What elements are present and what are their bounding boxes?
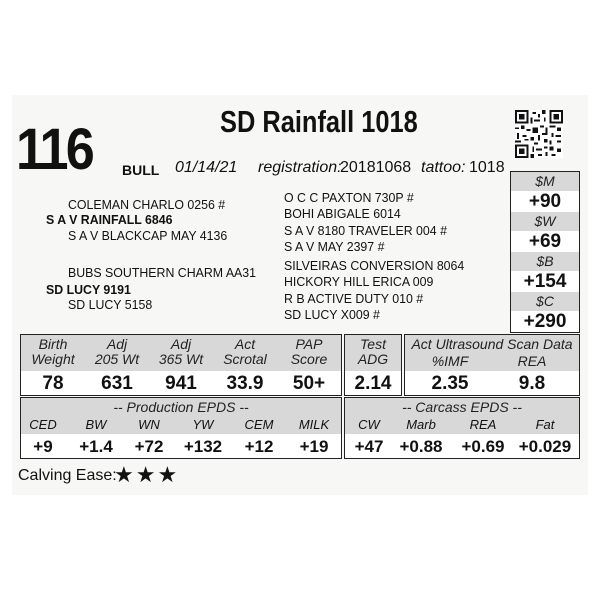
perf-header-adj-205: Adj 205 Wt xyxy=(94,336,140,367)
production-epds-table xyxy=(20,397,342,459)
perf-value-pap: 50+ xyxy=(292,373,326,394)
test-adg-header: Test ADG xyxy=(357,336,389,367)
epd-header-fat: Fat xyxy=(535,417,555,432)
index-label-c: $C xyxy=(536,293,554,309)
epd-header-cw: CW xyxy=(358,417,380,432)
perf-header-pap: PAP Score xyxy=(290,336,328,367)
pedigree-ggp-2: BOHI ABIGALE 6014 xyxy=(284,206,401,221)
pedigree-ggp-3: S A V 8180 TRAVELER 004 # xyxy=(284,223,447,238)
epd-header-cem: CEM xyxy=(244,417,274,432)
ultrasound-title: Act Ultrasound Scan Data xyxy=(411,336,573,352)
index-value-c: +290 xyxy=(523,311,567,332)
lot-number: 116 xyxy=(16,117,93,182)
index-label-m: $M xyxy=(535,173,555,189)
test-adg-value: 2.14 xyxy=(354,373,392,394)
perf-header-birth-weight: Birth Weight xyxy=(31,336,75,367)
registration-number: 20181068 xyxy=(340,159,412,176)
perf-header-scrotal: Act Scrotal xyxy=(223,336,267,367)
registration-label: registration: xyxy=(258,159,342,176)
index-value-m: +90 xyxy=(528,191,562,212)
pedigree-dam-of-dam: SD LUCY 5158 xyxy=(68,297,153,312)
index-value-w: +69 xyxy=(528,231,562,252)
calving-ease-label: Calving Ease: xyxy=(18,467,117,484)
birth-date: 01/14/21 xyxy=(175,159,238,176)
perf-value-birth-weight: 78 xyxy=(42,373,64,394)
epd-value-ced: +9 xyxy=(33,437,53,456)
pedigree-ggp-5: SILVEIRAS CONVERSION 8064 xyxy=(284,258,465,273)
pedigree-sire: S A V RAINFALL 6846 xyxy=(46,212,173,227)
tattoo-number: 1018 xyxy=(469,159,505,176)
epd-value-wn: +72 xyxy=(134,437,164,456)
epd-value-milk: +19 xyxy=(299,437,329,456)
production-epds-title: -- Production EPDS -- xyxy=(113,399,249,415)
pedigree-ggp-4: S A V MAY 2397 # xyxy=(284,239,385,254)
epd-header-yw: YW xyxy=(192,417,214,432)
sex: BULL xyxy=(122,162,160,178)
ultrasound-box xyxy=(404,334,580,396)
pedigree-ggp-8: SD LUCY X009 # xyxy=(284,307,380,322)
tattoo-label: tattoo: xyxy=(421,159,466,176)
epd-header-ced: CED xyxy=(29,417,57,432)
index-label-w: $W xyxy=(534,213,556,229)
epd-header-milk: MILK xyxy=(298,417,330,432)
index-value-b: +154 xyxy=(523,271,567,292)
perf-header-adj-365: Adj 365 Wt xyxy=(158,336,204,367)
ultrasound-header-imf: %IMF xyxy=(431,353,469,369)
animal-name: SD Rainfall 1018 xyxy=(220,104,418,139)
epd-value-cem: +12 xyxy=(244,437,274,456)
epd-value-marb: +0.88 xyxy=(399,437,443,456)
epd-header-rea: REA xyxy=(469,417,497,432)
pedigree-sire-of-sire: COLEMAN CHARLO 0256 # xyxy=(68,197,226,212)
index-panel xyxy=(510,171,580,333)
pedigree-ggp-1: O C C PAXTON 730P # xyxy=(284,190,414,205)
epd-header-wn: WN xyxy=(138,417,160,432)
index-label-b: $B xyxy=(536,253,554,269)
ultrasound-value-imf: 2.35 xyxy=(431,373,469,394)
epd-header-bw: BW xyxy=(85,417,107,432)
epd-header-marb: Marb xyxy=(406,417,436,432)
performance-table xyxy=(20,334,342,396)
epd-value-fat: +0.029 xyxy=(518,437,572,456)
ultrasound-value-rea: 9.8 xyxy=(518,373,546,394)
calving-ease-stars: ★★★ xyxy=(114,462,180,487)
epd-value-cw: +47 xyxy=(354,437,384,456)
perf-value-adj-205: 631 xyxy=(101,373,133,394)
pedigree-dam-of-sire: S A V BLACKCAP MAY 4136 xyxy=(68,228,228,243)
pedigree-dam: SD LUCY 9191 xyxy=(46,282,131,297)
carcass-epds-table xyxy=(344,397,580,459)
pedigree-ggp-7: R B ACTIVE DUTY 010 # xyxy=(284,291,424,306)
pedigree-ggp-6: HICKORY HILL ERICA 009 xyxy=(284,274,434,289)
qr-code-icon xyxy=(515,110,563,158)
carcass-epds-title: -- Carcass EPDS -- xyxy=(402,399,522,415)
epd-value-bw: +1.4 xyxy=(79,437,113,456)
epd-value-yw: +132 xyxy=(183,437,223,456)
epd-value-rea: +0.69 xyxy=(461,437,505,456)
pedigree-sire-of-dam: BUBS SOUTHERN CHARM AA31 xyxy=(68,265,257,280)
ultrasound-header-rea: REA xyxy=(517,353,547,369)
test-adg-box xyxy=(344,334,402,396)
perf-value-adj-365: 941 xyxy=(165,373,197,394)
perf-value-scrotal: 33.9 xyxy=(226,373,264,394)
